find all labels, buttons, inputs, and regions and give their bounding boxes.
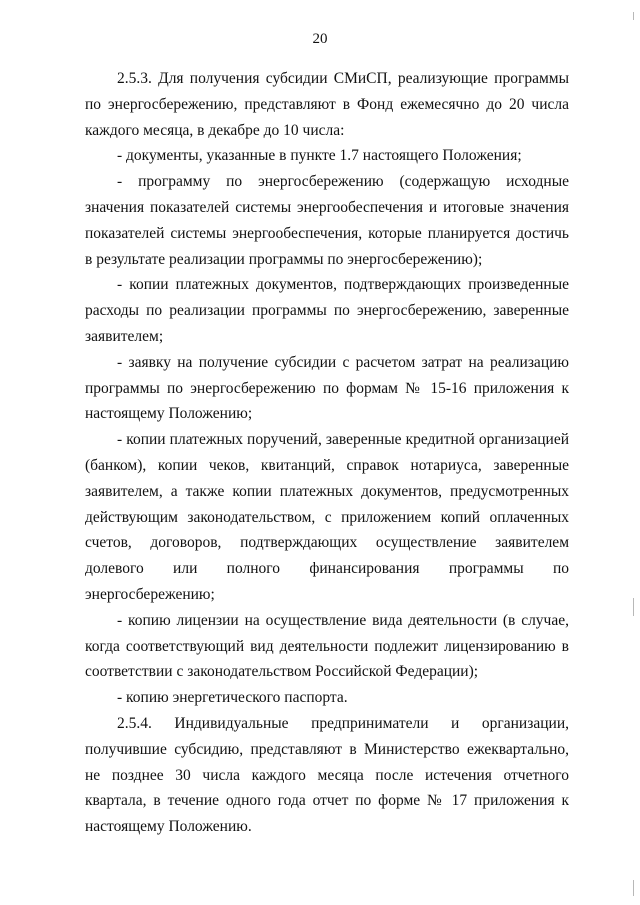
list-item-subsidy-application: - заявку на получение субсидии с расчетом затрат на реализацию программы по энергосбережению по формам № 15-16 приложения к настоящему Положению; — [85, 353, 569, 423]
scan-edge-mark-top — [633, 12, 634, 20]
list-item-payment-copies: - копии платежных документов, подтверждающих произведенные расходы по реализации программы по энергосбережению, заверенные заявителем; — [85, 276, 569, 345]
scan-edge-mark-bottom — [633, 880, 634, 896]
list-item-license-copy: - копию лицензии на осуществление вида деятельности (в случае, когда соответствующий вид деятельности подлежит лицензированию в соответствии с законодательством Российской Федерации); — [85, 611, 569, 681]
list-item-payment-orders: - копии платежных поручений, заверенные кредитной организацией (банком), копии чеков, квитанций, справок нотариуса, заверенные заявителем, а также копии платежных документов, предусмотренных действующим законодательством, с приложением копий оплаченных счетов, договоров, подтверждающих осуществление заявителем долевого или полного финансирования программы по энергосбережению; — [85, 431, 569, 603]
list-item-energy-passport: - копию энергетического паспорта. — [117, 689, 348, 707]
paragraph-2-5-3: 2.5.3. Для получения субсидии СМиСП, реализующие программы по энергосбережению, представляют в Фонд ежемесячно до 20 числа каждого месяца, в декабре до 10 числа: — [85, 70, 569, 139]
page-number: 20 — [312, 31, 328, 47]
scan-edge-mark-middle — [633, 598, 634, 616]
list-item-documents: - документы, указанные в пункте 1.7 настоящего Положения; — [117, 147, 522, 165]
document-body — [85, 66, 569, 840]
list-item-energy-program: - программу по энергосбережению (содержащую исходные значения показателей системы энергообеспечения и итоговые значения показателей системы энергообеспечения, которые планируется достичь в результате реализации программы по энергосбережению); — [85, 173, 569, 268]
paragraph-2-5-4: 2.5.4. Индивидуальные предприниматели и организации, получившие субсидию, представляют в Министерство ежеквартально, не позднее 30 числа каждого месяца после истечения отчетного квартала, в течение одного года отчет по форме № 17 приложения к настоящему Положению. — [85, 714, 569, 836]
